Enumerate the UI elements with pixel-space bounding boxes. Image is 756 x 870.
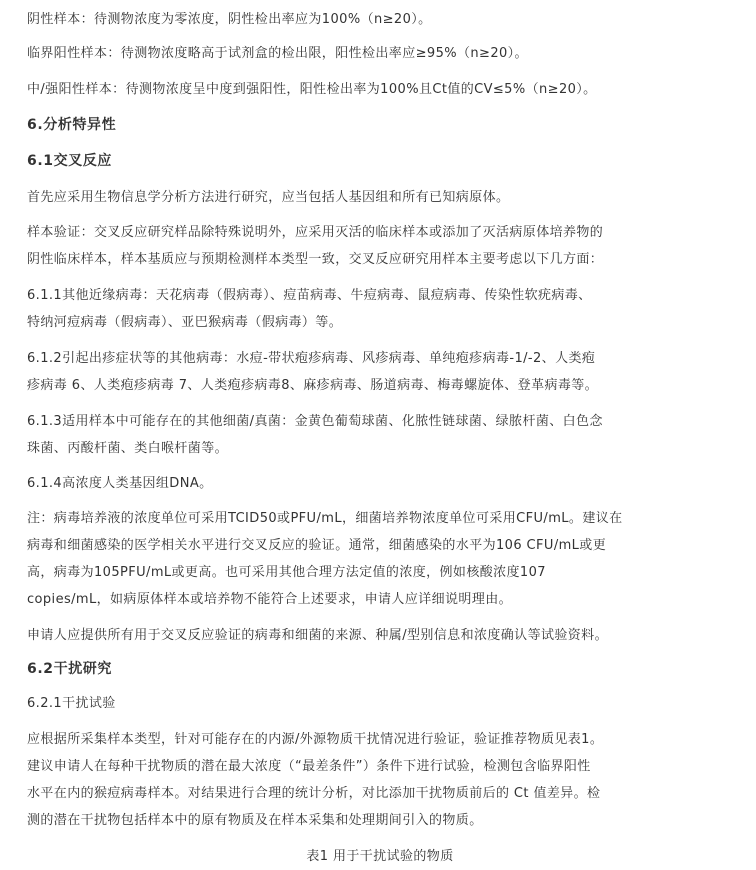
text-line: 珠菌、丙酸杆菌、类白喉杆菌等。	[27, 441, 229, 456]
text-line: 建议申请人在每种干扰物质的潜在最大浓度（“最差条件”）条件下进行试验，检测包含临界阳性	[27, 759, 591, 774]
text-line: 水平在内的猴痘病毒样本。对结果进行合理的统计分析，对比添加干扰物质前后的 Ct 值差异。检	[27, 786, 601, 801]
paragraph-moderate-strong-positive: 中/强阳性样本：待测物浓度呈中度到强阳性，阳性检出率为100%且Ct值的CV≤5%（n≥20）。	[27, 82, 597, 97]
paragraph-human-dna: 6.1.4高浓度人类基因组DNA。	[27, 476, 213, 491]
text-line: 6.1.1其他近缘病毒：天花病毒（假病毒）、痘苗病毒、牛痘病毒、鼠痘病毒、传染性软疣病毒、	[27, 288, 592, 303]
text-line: 6.1.3适用样本中可能存在的其他细菌/真菌：金黄色葡萄球菌、化脓性链球菌、绿脓杆菌、白色念	[27, 414, 603, 429]
paragraph-sample-validation	[27, 219, 733, 273]
paragraph-borderline-positive: 临界阳性样本：待测物浓度略高于试剂盒的检出限，阳性检出率应≥95%（n≥20）。	[27, 46, 528, 61]
text-line: 高，病毒为105PFU/mL或更高。也可采用其他合理方法定值的浓度，例如核酸浓度107	[27, 565, 546, 580]
paragraph-note	[27, 505, 733, 613]
text-line: 疹病毒 6、人类疱疹病毒 7、人类疱疹病毒8、麻疹病毒、肠道病毒、梅毒螺旋体、登革病毒等。	[27, 378, 599, 393]
text-line: copies/mL，如病原体样本或培养物不能符合上述要求，申请人应详细说明理由。	[27, 592, 513, 607]
heading-cross-reactivity: 6.1交叉反应	[27, 153, 113, 169]
paragraph-applicant-data: 申请人应提供所有用于交叉反应验证的病毒和细菌的来源、种属/型别信息和浓度确认等试验资料。	[27, 628, 608, 643]
heading-interference-study: 6.2干扰研究	[27, 661, 113, 677]
text-line: 特纳河痘病毒（假病毒）、亚巴猴病毒（假病毒）等。	[27, 315, 343, 330]
paragraph-related-viruses	[27, 282, 733, 336]
text-line: 注：病毒培养液的浓度单位可采用TCID50或PFU/mL，细菌培养物浓度单位可采用CFU/mL。建议在	[27, 511, 623, 526]
heading-interference-test: 6.2.1干扰试验	[27, 696, 116, 711]
paragraph-bacteria-fungi	[27, 408, 733, 462]
text-line: 病毒和细菌感染的医学相关水平进行交叉反应的验证。通常，细菌感染的水平为106 CFU/mL或更	[27, 538, 607, 553]
text-line: 测的潜在干扰物包括样本中的原有物质及在样本采集和处理期间引入的物质。	[27, 813, 483, 828]
text-line: 应根据所采集样本类型，针对可能存在的内源/外源物质干扰情况进行验证，验证推荐物质见表1。	[27, 732, 604, 747]
paragraph-rash-viruses	[27, 345, 733, 399]
paragraph-negative-sample: 阴性样本：待测物浓度为零浓度，阴性检出率应为100%（n≥20）。	[27, 12, 432, 27]
heading-analytical-specificity: 6.分析特异性	[27, 117, 117, 133]
table-caption: 表1 用于干扰试验的物质	[306, 849, 454, 864]
paragraph-bioinformatics: 首先应采用生物信息学分析方法进行研究，应当包括人基因组和所有已知病原体。	[27, 190, 510, 205]
text-line: 样本验证：交叉反应研究样品除特殊说明外，应采用灭活的临床样本或添加了灭活病原体培养物的	[27, 225, 604, 240]
text-line: 6.1.2引起出疹症状等的其他病毒：水痘-带状疱疹病毒、风疹病毒、单纯疱疹病毒-1/-2、人类疱	[27, 351, 596, 366]
text-line: 阴性临床样本，样本基质应与预期检测样本类型一致，交叉反应研究用样本主要考虑以下几方面：	[27, 252, 604, 267]
paragraph-interference-method	[27, 726, 733, 834]
